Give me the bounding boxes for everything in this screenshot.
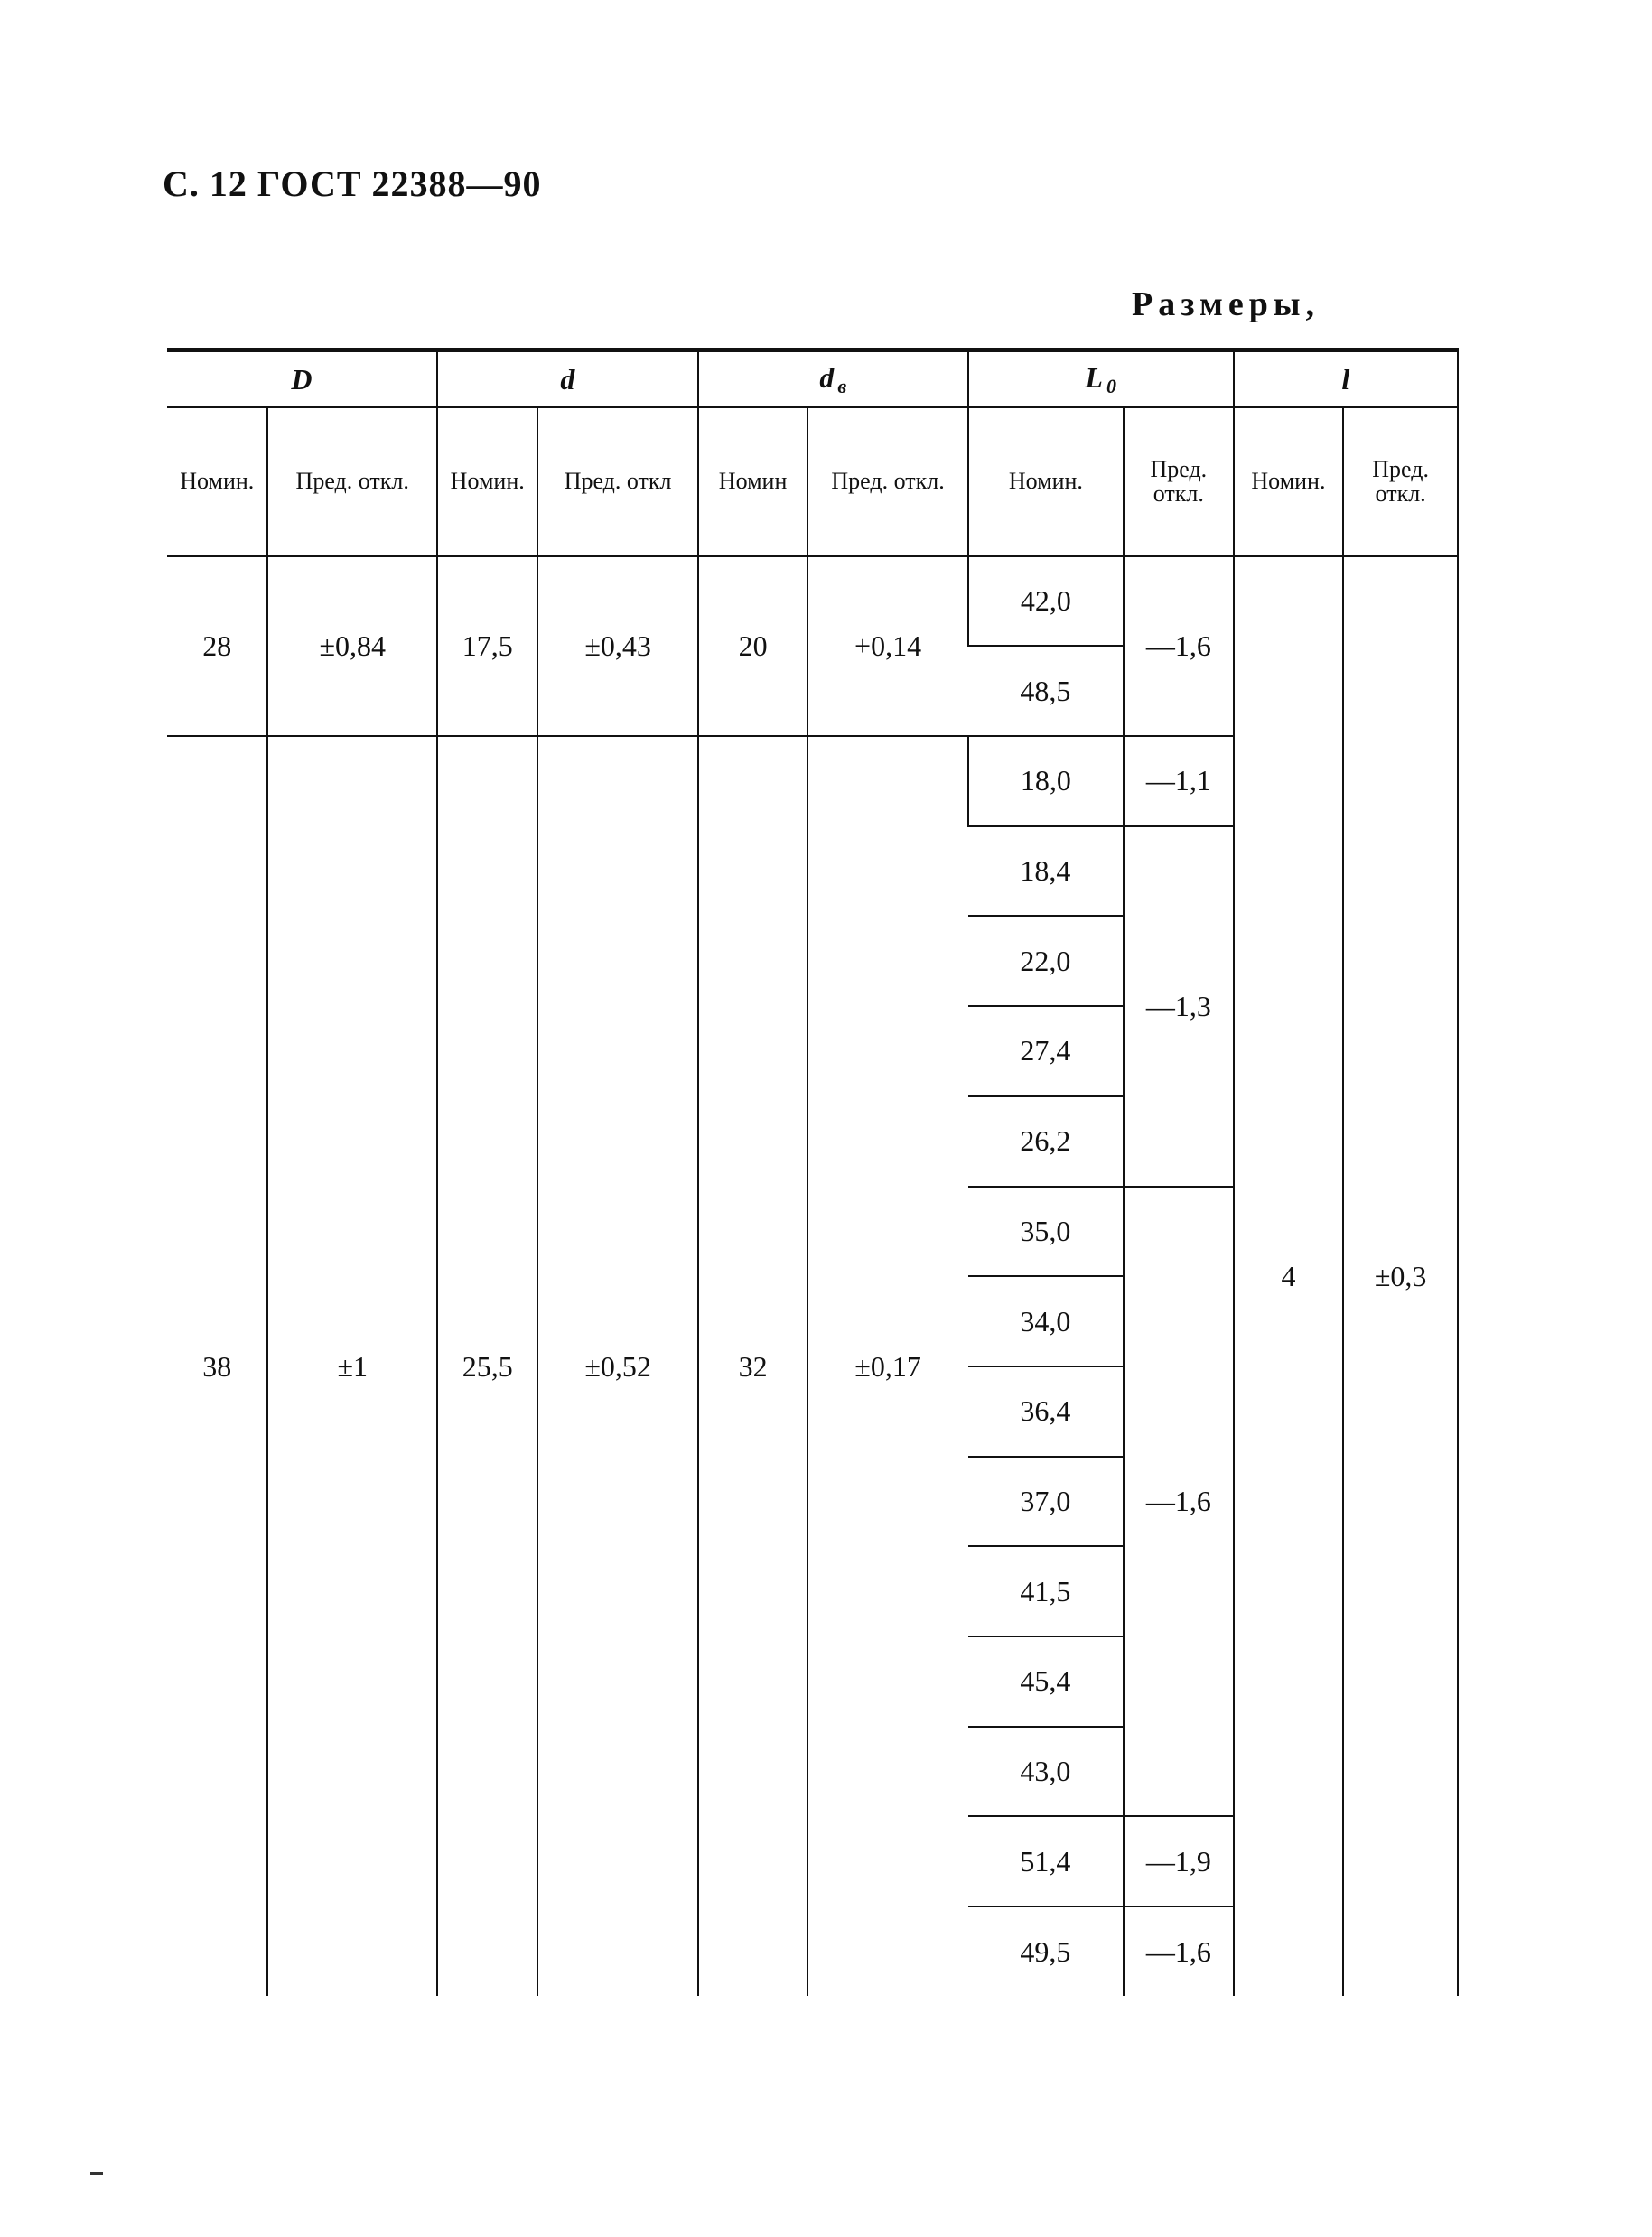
cell-d-tolerance: ±0,52 — [537, 736, 697, 1996]
subheader-nominal: Номин. — [437, 407, 537, 555]
cell-L0-nominal: 45,4 — [968, 1636, 1124, 1727]
cell-L0-nominal: 49,5 — [1020, 1934, 1071, 1968]
cell-L0-nominal: 48,5 — [968, 646, 1124, 736]
cell-dv-nominal: 32 — [698, 736, 808, 1996]
cell-d-nominal: 25,5 — [437, 736, 537, 1996]
cell-L0-tolerance: —1,6 — [1124, 1906, 1234, 1996]
cell-L0-nominal: 22,0 — [968, 916, 1124, 1006]
cell-L0-tolerance: —1,6 — [1124, 1187, 1234, 1817]
cell-L0-nominal: 37,0 — [968, 1457, 1124, 1547]
cell-dv-tolerance: +0,14 — [807, 555, 967, 736]
cell-d-nominal: 17,5 — [437, 555, 537, 736]
cell-L0-nominal: 41,5 — [968, 1546, 1124, 1636]
cell-l-tolerance: ±0,3 — [1343, 555, 1458, 1996]
footer-mark — [90, 2172, 103, 2175]
cell-L0-nominal: 42,0 — [968, 555, 1124, 646]
subheader-nominal: Номин. — [1234, 407, 1344, 555]
subheader-tolerance: Пред. откл. — [1124, 407, 1234, 555]
cell-L0-nominal: 51,4 — [968, 1816, 1124, 1906]
group-header-row — [167, 350, 1458, 408]
cell-L0-tolerance: —1,9 — [1124, 1816, 1234, 1906]
cell-dv-nominal: 20 — [698, 555, 808, 736]
cell-L0-nominal: 43,0 — [968, 1727, 1124, 1817]
cell-L0-tolerance: —1,3 — [1124, 826, 1234, 1187]
group-header-dv: d в — [698, 350, 968, 408]
group-header-L0: L 0 — [968, 350, 1234, 408]
cell-L0-nominal: 36,4 — [968, 1366, 1124, 1457]
subheader-nominal: Номин — [698, 407, 808, 555]
cell-L0-nominal: 35,0 — [968, 1187, 1124, 1277]
group-header-l: l — [1234, 350, 1458, 408]
subheader-tolerance: Пред. откл — [537, 407, 697, 555]
cell-L0-nominal: 26,2 — [968, 1096, 1124, 1187]
group-header-d: d — [437, 350, 698, 408]
cell-L0-nominal: 18,4 — [968, 826, 1124, 917]
cell-d-tolerance: ±0,43 — [537, 555, 697, 736]
subheader-tolerance: Пред. откл. — [1343, 407, 1458, 555]
cell-L0-nominal: 34,0 — [968, 1276, 1124, 1366]
cell-l-nominal: 4 — [1234, 555, 1344, 1996]
cell-L0-nominal: 27,4 — [968, 1006, 1124, 1096]
cell-L0-tolerance: —1,1 — [1124, 736, 1234, 826]
subheader-nominal: Номин. — [167, 407, 267, 555]
cell-L0-tolerance: —1,6 — [1124, 555, 1234, 736]
page-header: С. 12 ГОСТ 22388—90 — [163, 163, 542, 204]
cell-dv-tolerance: ±0,17 — [807, 736, 967, 1996]
subheader-tolerance: Пред. откл. — [807, 407, 967, 555]
group-header-D: D — [167, 350, 437, 408]
cell-D-nominal: 28 — [167, 555, 267, 736]
dimensions-table — [167, 348, 1459, 1996]
table-row — [167, 555, 1458, 646]
cell-D-tolerance: ±0,84 — [267, 555, 437, 736]
subheader-tolerance: Пред. откл. — [267, 407, 437, 555]
subheader-row — [167, 407, 1458, 555]
cell-D-nominal: 38 — [202, 1349, 232, 1383]
cell-D-tolerance: ±1 — [267, 736, 437, 1996]
cell-L0-nominal: 18,0 — [968, 736, 1124, 826]
subheader-nominal: Номин. — [968, 407, 1124, 555]
table-caption: Размеры, — [1132, 285, 1320, 323]
